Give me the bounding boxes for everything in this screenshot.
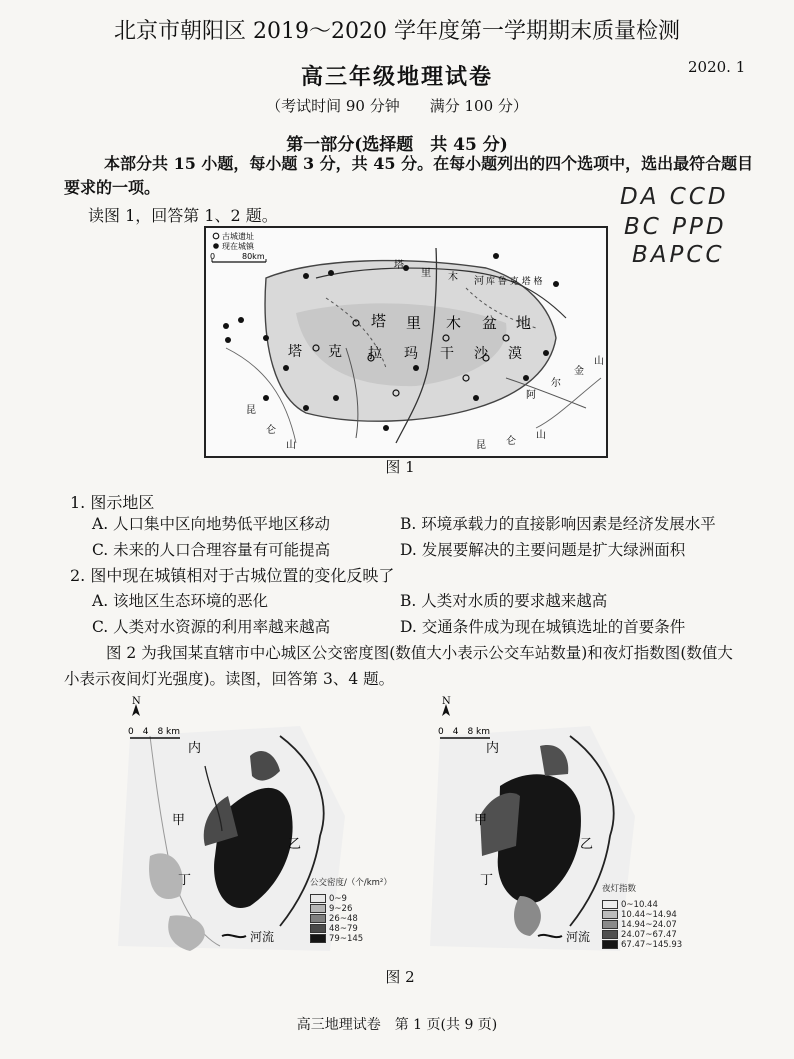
kunlun-char: 昆 bbox=[246, 405, 256, 416]
handwritten-answer-line1: DA CCD bbox=[620, 184, 729, 210]
figure1-map bbox=[204, 226, 608, 458]
river-char: 木 bbox=[448, 272, 458, 283]
river-char: 里 bbox=[421, 268, 431, 279]
q2-option-c[interactable]: C. 人类对水资源的利用率越来越高 bbox=[92, 618, 331, 636]
bus-density-legend-title: 公交密度/（个/km²） bbox=[310, 878, 392, 888]
kunlun-char: 山 bbox=[286, 440, 296, 451]
legend-item-label: 67.47~145.93 bbox=[621, 940, 683, 950]
part-instructions: 本部分共 15 小题，每小题 3 分，共 45 分。在每小题列出的四个选项中，选出最符合题目要求的一项。 bbox=[64, 154, 754, 197]
basin-char: 里 bbox=[406, 314, 422, 332]
label-jia: 甲 bbox=[474, 813, 488, 828]
north-label: N bbox=[442, 696, 451, 707]
desert-char: 漠 bbox=[508, 346, 522, 362]
page-footer: 高三地理试卷 第 1 页(共 9 页) bbox=[296, 1017, 498, 1033]
q2-option-b[interactable]: B. 人类对水质的要求越来越高 bbox=[400, 592, 608, 610]
kunlun-char: 仑 bbox=[506, 436, 516, 447]
q1-option-d[interactable]: D. 发展要解决的主要问题是扩大绿洲面积 bbox=[400, 541, 686, 559]
q2-stem: 2. 图中现在城镇相对于古城位置的变化反映了 bbox=[70, 566, 395, 585]
q1-option-b[interactable]: B. 环境承载力的直接影响因素是经济发展水平 bbox=[400, 515, 716, 533]
river-char: 河 bbox=[474, 276, 484, 287]
river-east bbox=[506, 378, 586, 408]
paper-title: 高三年级地理试卷 bbox=[300, 64, 493, 90]
legend-swatch bbox=[310, 914, 326, 923]
desert-char: 克 bbox=[328, 344, 342, 360]
label-nei: 内 bbox=[188, 741, 202, 756]
handwritten-answer-line3: BAPCC bbox=[632, 242, 725, 268]
handwritten-answer-line2: BC PPD bbox=[624, 214, 727, 240]
legend-swatch bbox=[310, 934, 326, 943]
exam-title: 北京市朝阳区 2019～2020 学年度第一学期期末质量检测 bbox=[114, 19, 680, 44]
legend-item-label: 10.44~14.94 bbox=[621, 910, 677, 920]
legend-item bbox=[310, 934, 400, 944]
legend-item-label: 0~9 bbox=[329, 894, 347, 904]
legend-swatch bbox=[602, 920, 618, 929]
figure2-intro: 图 2 为我国某直辖市中心城区公交密度图(数值大小表示公交车站数量)和夜灯指数图(数值大小表示夜间灯光强度)。读图，回答第 3、4 题。 bbox=[64, 644, 733, 688]
altun-char: 尔 bbox=[551, 378, 561, 389]
label-yi: 乙 bbox=[288, 837, 302, 852]
desert-char: 干 bbox=[440, 346, 454, 362]
legend-item bbox=[310, 904, 400, 914]
legend-modern-label: 现在城镇 bbox=[222, 242, 254, 251]
legend-swatch bbox=[602, 930, 618, 939]
scale-start: 0 bbox=[210, 252, 216, 261]
legend-item bbox=[602, 930, 712, 940]
legend-item bbox=[602, 910, 712, 920]
tarim-basin-map bbox=[206, 228, 606, 456]
legend-swatch bbox=[310, 894, 326, 903]
river-legend-label: 河流 bbox=[566, 930, 591, 944]
basin-char: 盆 bbox=[482, 314, 498, 332]
read-figure1-instruction: 读图 1，回答第 1、2 题。 bbox=[88, 206, 278, 225]
kunlun-char: 昆 bbox=[476, 440, 486, 451]
river-legend-label: 河流 bbox=[250, 930, 275, 944]
desert-char: 沙 bbox=[474, 346, 488, 362]
basin-char: 地 bbox=[516, 314, 532, 332]
legend-item bbox=[310, 924, 400, 934]
legend-ancient-label: 古城遗址 bbox=[222, 232, 254, 241]
exam-subtitle: （考试时间 90 分钟 满分 100 分） bbox=[266, 97, 528, 115]
label-ding: 丁 bbox=[480, 873, 494, 888]
night-light-legend bbox=[602, 882, 712, 950]
legend-item-label: 26~48 bbox=[329, 914, 358, 924]
scale-label: 0 4 8 km bbox=[128, 727, 181, 737]
label-nei: 内 bbox=[486, 741, 500, 756]
scale-end: 80km bbox=[242, 252, 265, 261]
part-heading: 第一部分(选择题 共 45 分) bbox=[286, 135, 508, 155]
bus-density-legend bbox=[310, 876, 400, 944]
legend-item bbox=[310, 894, 400, 904]
basin-char: 木 bbox=[446, 314, 462, 332]
legend-swatch bbox=[602, 900, 618, 909]
legend-item bbox=[602, 940, 712, 950]
altun-char: 山 bbox=[594, 356, 604, 367]
q1-stem: 1. 图示地区 bbox=[70, 493, 155, 512]
legend-swatch bbox=[602, 910, 618, 919]
legend-item-label: 0~10.44 bbox=[621, 900, 658, 910]
figure2-caption: 图 2 bbox=[385, 968, 415, 986]
river-char: 塔 bbox=[394, 260, 404, 271]
kunlun-char: 山 bbox=[536, 430, 546, 441]
figure1-caption: 图 1 bbox=[385, 458, 415, 476]
kunlun-line bbox=[536, 378, 601, 428]
night-light-legend-title: 夜灯指数 bbox=[602, 884, 637, 894]
desert-char: 玛 bbox=[404, 346, 418, 362]
scale-label: 0 4 8 km bbox=[438, 727, 491, 737]
legend-swatch bbox=[602, 940, 618, 949]
legend-item-label: 24.07~67.47 bbox=[621, 930, 677, 940]
legend-item bbox=[602, 920, 712, 930]
legend-item-label: 79~145 bbox=[329, 934, 364, 944]
q2-option-a[interactable]: A. 该地区生态环境的恶化 bbox=[92, 592, 269, 610]
legend-item-label: 14.94~24.07 bbox=[621, 920, 677, 930]
basin-char: 塔 bbox=[371, 312, 387, 330]
mountain-label: 库 鲁 克 塔 格 bbox=[486, 277, 543, 287]
legend-item-label: 48~79 bbox=[329, 924, 358, 934]
label-yi: 乙 bbox=[580, 837, 594, 852]
legend-item bbox=[602, 900, 712, 910]
exam-date: 2020. 1 bbox=[688, 58, 746, 76]
q1-option-a[interactable]: A. 人口集中区向地势低平地区移动 bbox=[92, 515, 331, 533]
legend-item-label: 9~26 bbox=[329, 904, 353, 914]
kunlun-char: 仑 bbox=[266, 425, 276, 436]
north-label: N bbox=[132, 696, 141, 707]
legend-swatch bbox=[310, 924, 326, 933]
altun-char: 阿 bbox=[526, 390, 536, 401]
desert-char: 塔 bbox=[288, 344, 302, 360]
q1-option-c[interactable]: C. 未来的人口合理容量有可能提高 bbox=[92, 541, 331, 559]
desert-char: 拉 bbox=[368, 346, 382, 362]
q2-option-d[interactable]: D. 交通条件成为现在城镇选址的首要条件 bbox=[400, 618, 686, 636]
legend-swatch bbox=[310, 904, 326, 913]
label-ding: 丁 bbox=[178, 873, 192, 888]
label-jia: 甲 bbox=[172, 813, 186, 828]
altun-char: 金 bbox=[574, 366, 584, 377]
legend-item bbox=[310, 914, 400, 924]
